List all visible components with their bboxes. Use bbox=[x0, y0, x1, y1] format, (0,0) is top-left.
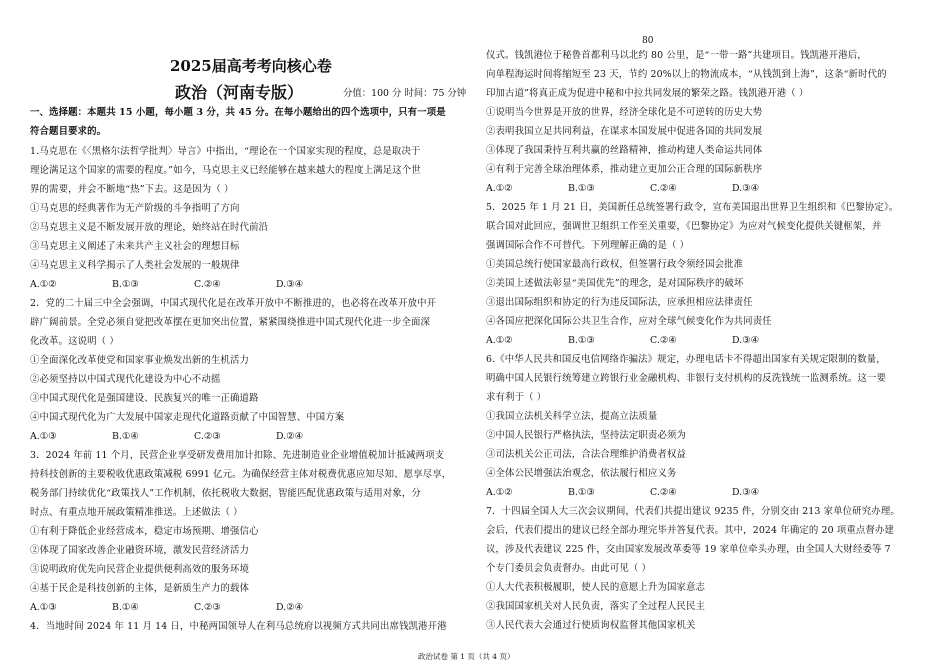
section-heading: 一、选择题：本题共 15 小题，每小题 3 分，共 45 分。在每小题给出的四个选项中，只有一项是 bbox=[30, 107, 446, 118]
option-c: C.②④ bbox=[650, 487, 677, 498]
question-text: 化改革。这说明（ ） bbox=[30, 336, 119, 347]
choice-item: ②美国上述做法彰显“美国优先”的理念，是对国际秩序的破坏 bbox=[486, 278, 744, 289]
page-footer: 政治试卷 第 1 页（共 4 页） bbox=[418, 652, 515, 661]
option-b: B.①③ bbox=[568, 183, 595, 194]
section-heading: 符合题目要求的。 bbox=[30, 126, 107, 137]
option-d: D.②④ bbox=[276, 431, 303, 442]
question-text: 个专门委员会负责督办。由此可见（ ） bbox=[486, 563, 652, 574]
question-text: 4．当地时间 2024 年 11 月 14 日，中秘两国领导人在利马总统府以视频方式共同出席钱凯港开港 bbox=[30, 621, 447, 632]
question-text: 5．2025 年 1 月 21 日，美国新任总统签署行政令，宣布美国退出世界卫生组织和《巴黎协定》。 bbox=[486, 202, 899, 213]
option-b: B.①④ bbox=[112, 602, 139, 613]
question-text: 理论满足这个国家的需要的程度。”如今，马克思主义已经能够在越来越大的程度上满足这个世 bbox=[30, 165, 421, 176]
option-c: C.②④ bbox=[650, 335, 677, 346]
choice-item: ④有利于完善全球治理体系，推动建立更加公正合理的国际新秩序 bbox=[486, 164, 763, 175]
choice-item: ③人民代表大会通过行使质询权监督其他国家机关 bbox=[486, 620, 696, 631]
option-c: C.②③ bbox=[194, 431, 221, 442]
choice-item: ④基于民企是科技创新的主体，是新质生产力的载体 bbox=[30, 583, 250, 594]
option-d: D.③④ bbox=[732, 487, 759, 498]
option-d: D.③④ bbox=[732, 183, 759, 194]
option-a: A.①③ bbox=[30, 431, 57, 442]
choice-item: ③退出国际组织和协定的行为违反国际法，应承担相应法律责任 bbox=[486, 297, 753, 308]
option-a: A.①② bbox=[486, 183, 513, 194]
choice-item: ②必须坚持以中国式现代化建设为中心不动摇 bbox=[30, 374, 221, 385]
option-b: B.①③ bbox=[568, 335, 595, 346]
answer-options bbox=[486, 183, 814, 194]
question-text: 界的需要，并会不断地“热”下去。这是因为（ ） bbox=[30, 184, 234, 195]
answer-options bbox=[30, 602, 358, 613]
question-text: 议，涉及代表建议 225 件，交由国家发展改革委等 19 家单位牵头办理，由全国人大财经委等 7 bbox=[486, 544, 891, 555]
choice-item: ④马克思主义科学揭示了人类社会发展的一般规律 bbox=[30, 260, 240, 271]
answer-options bbox=[486, 487, 814, 498]
question-text: 税务部门持续优化“政策找人”工作机制，依托税收大数据，智能匹配优惠政策与适用对象，分 bbox=[30, 488, 421, 499]
exam-title: 2025届高考考向核心卷 bbox=[170, 57, 332, 75]
question-text: 2．党的二十届三中全会强调，中国式现代化是在改革开放中不断推进的，也必将在改革开放中开 bbox=[30, 298, 437, 309]
choice-item: ③中国式现代化是强国建设、民族复兴的唯一正确道路 bbox=[30, 393, 259, 404]
option-c: C.②③ bbox=[194, 602, 221, 613]
choice-item: ④中国式现代化为广大发展中国家走现代化道路贡献了中国智慧、中国方案 bbox=[30, 412, 345, 423]
choice-item: ③司法机关公正司法，合法合理维护消费者权益 bbox=[486, 449, 687, 460]
option-a: A.①② bbox=[486, 487, 513, 498]
option-b: B.①③ bbox=[112, 279, 139, 290]
choice-item: ①马克思的经典著作为无产阶级的斗争指明了方向 bbox=[30, 203, 240, 214]
question-text: 向单程海运时间将缩短至 23 天，节约 20%以上的物流成本，“从钱凯到上海”，这条“新时代的 bbox=[486, 69, 887, 80]
choice-item: ②体现了国家改善企业融资环境，激发民营经济活力 bbox=[30, 545, 250, 556]
option-a: A.①② bbox=[486, 335, 513, 346]
question-text: 6.《中华人民共和国反电信网络诈骗法》规定，办理电话卡不得超出国家有关规定限制的数量， bbox=[486, 354, 886, 365]
option-d: D.③④ bbox=[276, 279, 303, 290]
question-text: 7．十四届全国人大三次会议期间，代表们共提出建议 9235 件，分别交由 213 家单位研究办理。 bbox=[486, 506, 900, 517]
option-d: D.③④ bbox=[732, 335, 759, 346]
choice-item: ④各国应把深化国际公共卫生合作，应对全球气候变化作为共同责任 bbox=[486, 316, 772, 327]
question-text: 仪式。钱凯港位于秘鲁首都利马以北约 80 公里，是“一带一路”共建项目。钱凯港开港后， bbox=[486, 50, 867, 61]
question-text: 印加古道”将真正成为促进中秘和中拉共同发展的繁荣之路。钱凯港开港（ ） bbox=[486, 88, 809, 99]
top-number: 80 bbox=[642, 36, 654, 46]
choice-item: ④全体公民增强法治观念，依法履行相应义务 bbox=[486, 468, 677, 479]
option-c: C.②④ bbox=[650, 183, 677, 194]
choice-item: ③体现了我国秉持互利共赢的丝路精神，推动构建人类命运共同体 bbox=[486, 145, 763, 156]
answer-options bbox=[486, 335, 814, 346]
choice-item: ②表明我国立足共同利益，在谋求本国发展中促进各国的共同发展 bbox=[486, 126, 763, 137]
option-b: B.①④ bbox=[112, 431, 139, 442]
score-time: 分值：100 分 时间：75 分钟 bbox=[343, 88, 467, 99]
choice-item: ②我国国家机关对人民负责，落实了全过程人民民主 bbox=[486, 601, 706, 612]
question-text: 会后，代表们提出的建议已经全部办理完毕并答复代表。其中，2024 年确定的 20 项重点督办建 bbox=[486, 525, 895, 536]
choice-item: ①人大代表积极履职，使人民的意愿上升为国家意志 bbox=[486, 582, 706, 593]
choice-item: ③马克思主义阐述了未来共产主义社会的理想目标 bbox=[30, 241, 240, 252]
option-c: C.②④ bbox=[194, 279, 221, 290]
question-text: 辟广阔前景。全党必须自觉把改革摆在更加突出位置，紧紧围绕推进中国式现代化进一步全面深 bbox=[30, 317, 431, 328]
choice-item: ①说明当今世界是开放的世界，经济全球化是不可逆转的历史大势 bbox=[486, 107, 763, 118]
answer-options bbox=[30, 431, 358, 442]
question-text: 求有利于（ ） bbox=[486, 392, 547, 403]
option-a: A.①③ bbox=[30, 602, 57, 613]
answer-options bbox=[30, 279, 358, 290]
question-text: 联合国对此回应，强调世卫组织工作至关重要，《巴黎协定》为应对气候变化提供关键框架，并 bbox=[486, 221, 882, 232]
question-text: 明确中国人民银行统筹建立跨银行业金融机构、非银行支付机构的反洗钱统一监测系统。这一要 bbox=[486, 373, 887, 384]
option-a: A.①② bbox=[30, 279, 57, 290]
choice-item: ③说明政府优先向民营企业提供便利高效的服务环境 bbox=[30, 564, 250, 575]
question-text: 时点、有重点地开展政策精准推送。上述做法（ ） bbox=[30, 507, 243, 518]
choice-item: ②中国人民银行严格执法，坚持法定职责必须为 bbox=[486, 430, 687, 441]
choice-item: ①有利于降低企业经营成本，稳定市场预期、增强信心 bbox=[30, 526, 259, 537]
choice-item: ①我国立法机关科学立法，提高立法质量 bbox=[486, 411, 658, 422]
question-text: 强调国际合作不可替代。下列理解正确的是（ ） bbox=[486, 240, 690, 251]
choice-item: ①美国总统行使国家最高行政权，但签署行政令须经国会批准 bbox=[486, 259, 744, 270]
choice-item: ②马克思主义是不断发展开放的理论，始终站在时代前沿 bbox=[30, 222, 269, 233]
option-d: D.②④ bbox=[276, 602, 303, 613]
question-text: 持科技创新的主要税收优惠政策减税 6991 亿元。为确保经营主体对税费优惠应知尽知、愿享尽享， bbox=[30, 469, 452, 480]
question-text: 3．2024 年前 11 个月，民营企业享受研发费用加计扣除、先进制造业企业增值税加计抵减两项支 bbox=[30, 450, 445, 461]
question-text: 1.马克思在《〈黑格尔法哲学批判〉导言》中指出，“理论在一个国家实现的程度，总是取决于 bbox=[30, 146, 421, 157]
option-b: B.①③ bbox=[568, 487, 595, 498]
exam-subtitle: 政治（河南专版） bbox=[175, 83, 304, 102]
choice-item: ①全面深化改革使党和国家事业焕发出新的生机活力 bbox=[30, 355, 250, 366]
